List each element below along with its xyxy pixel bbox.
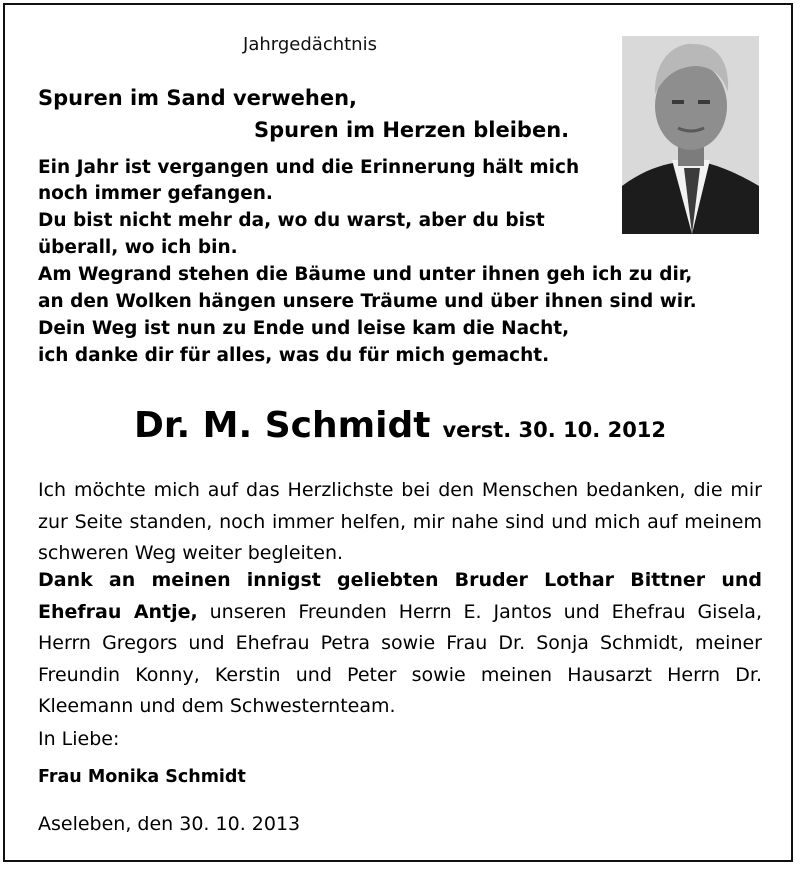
thanks-paragraph: Ich möchte mich auf das Herzlichste bei den Menschen bedanken, die mir zur Seite standen, noch immer helfen, mir nahe sind und mich auf meinem schweren Weg weiter begleiten. xyxy=(38,479,762,564)
poem-line-1: Ein Jahr ist vergangen und die Erinnerung hält mich xyxy=(38,157,580,178)
poem-line-6: an den Wolken hängen unsere Träume und über ihnen sind wir. xyxy=(38,291,697,312)
notice-heading: Jahrgedächtnis xyxy=(243,34,377,55)
place-date: Aseleben, den 30. 10. 2013 xyxy=(38,813,301,835)
poem-line-3: Du bist nicht mehr da, wo du warst, aber du bist xyxy=(38,210,545,231)
poem-line-5: Am Wegrand stehen die Bäume und unter ihnen geh ich zu dir, xyxy=(38,264,693,285)
poem-line-8: ich danke dir für alles, was du für mich gemacht. xyxy=(38,345,550,366)
poem-line-7: Dein Weg ist nun zu Ende und leise kam die Nacht, xyxy=(38,318,570,339)
name-line xyxy=(0,405,800,446)
dedication-paragraph xyxy=(38,565,762,723)
poem-title-line-1: Spuren im Sand verwehen, xyxy=(38,86,357,110)
deceased-name: Dr. M. Schmidt xyxy=(133,405,431,446)
dedication-rest: unseren Freunden Herrn E. Jantos und Ehefrau Gisela, Herrn Gregors und Ehefrau Petra sowie Frau Dr. Sonja Schmidt, meiner Freundin Konny, Kerstin und Peter sowie meinen Hausarzt Herrn Dr. Kleemann und dem Schwesternteam. xyxy=(38,600,762,717)
death-date: verst. 30. 10. 2012 xyxy=(442,418,667,442)
closing-text: In Liebe: xyxy=(38,728,120,750)
dedication-bold: Dank an meinen innigst geliebten Bruder Lothar Bittner und Ehefrau Antje, xyxy=(38,569,762,623)
poem-title-line-2: Spuren im Herzen bleiben. xyxy=(254,118,570,142)
signature: Frau Monika Schmidt xyxy=(38,767,246,787)
poem-line-4: überall, wo ich bin. xyxy=(38,237,238,258)
portrait-photo xyxy=(622,36,759,234)
poem-line-2: noch immer gefangen. xyxy=(38,183,273,204)
portrait-icon xyxy=(622,36,759,234)
